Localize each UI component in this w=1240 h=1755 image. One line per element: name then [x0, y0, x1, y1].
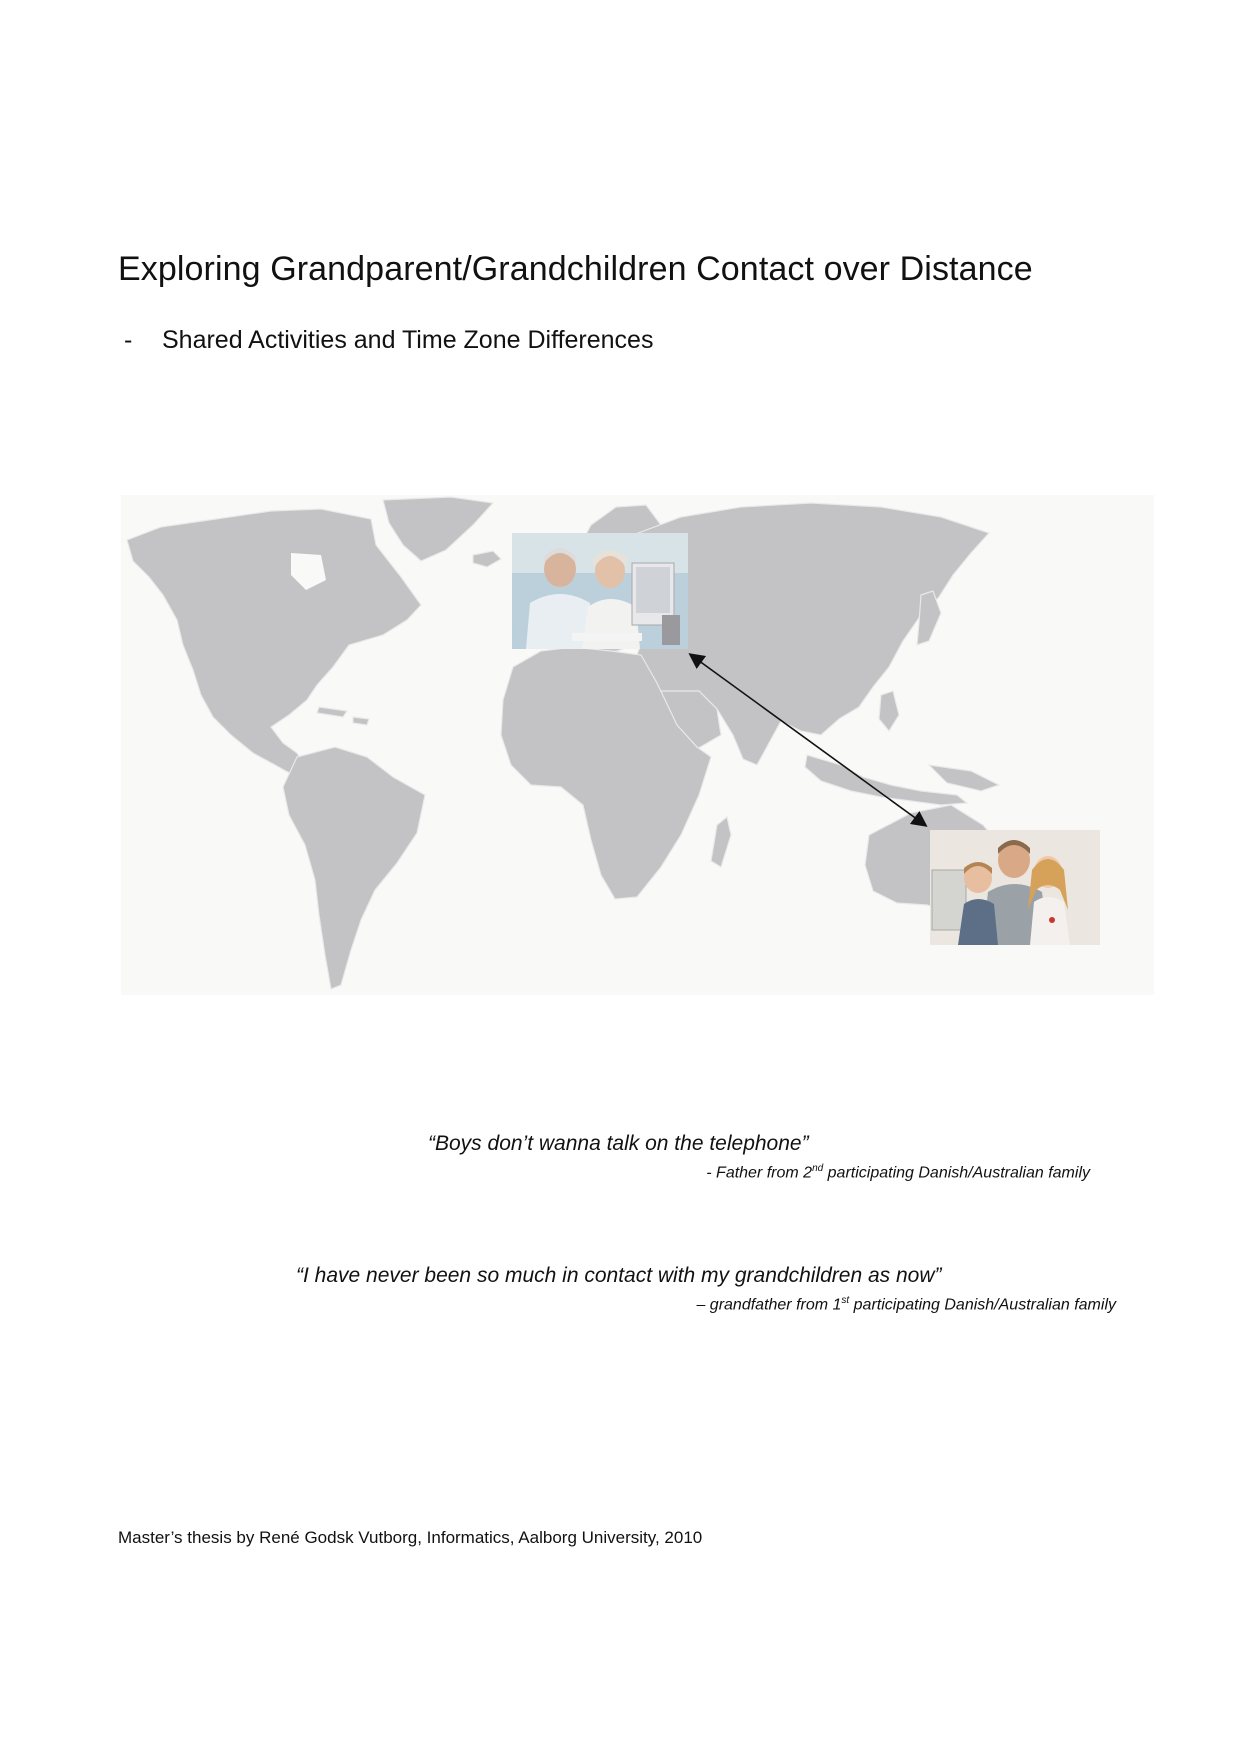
quote-2-attribution-pre: – grandfather from 1 [696, 1296, 842, 1314]
quote-1-attribution-pre: - Father from 2 [706, 1164, 813, 1182]
quote-2-attribution [696, 1295, 1116, 1314]
quote-2-text: “I have never been so much in contact with my grandchildren as now” [296, 1264, 942, 1287]
north-america-shape [127, 509, 421, 775]
thesis-footer: Master’s thesis by René Godsk Vutborg, Informatics, Aalborg University, 2010 [118, 1528, 703, 1547]
madagascar-shape [711, 817, 731, 867]
page-title: Exploring Grandparent/Grandchildren Contact over Distance [118, 250, 1033, 288]
quote-1-text: “Boys don’t wanna talk on the telephone” [428, 1132, 809, 1155]
family-photo [930, 830, 1100, 945]
caribbean-shape [317, 707, 369, 725]
new-guinea-shape [929, 765, 999, 791]
quote-1-attribution-post: participating Danish/Australian family [823, 1164, 1090, 1182]
philippines-shape [879, 691, 899, 731]
greenland-shape [383, 497, 493, 561]
quote-2-attribution-post: participating Danish/Australian family [849, 1296, 1116, 1314]
page-subtitle [124, 326, 653, 355]
subtitle-dash: - [124, 326, 133, 354]
quote-2-attribution-sup: st [841, 1295, 850, 1306]
subtitle-text: Shared Activities and Time Zone Differences [162, 326, 654, 354]
quote-1-attribution [706, 1163, 1090, 1182]
iceland-shape [473, 551, 501, 567]
grandparents-photo [512, 533, 688, 649]
south-america-shape [283, 747, 425, 989]
quote-1-attribution-sup: nd [812, 1163, 824, 1174]
